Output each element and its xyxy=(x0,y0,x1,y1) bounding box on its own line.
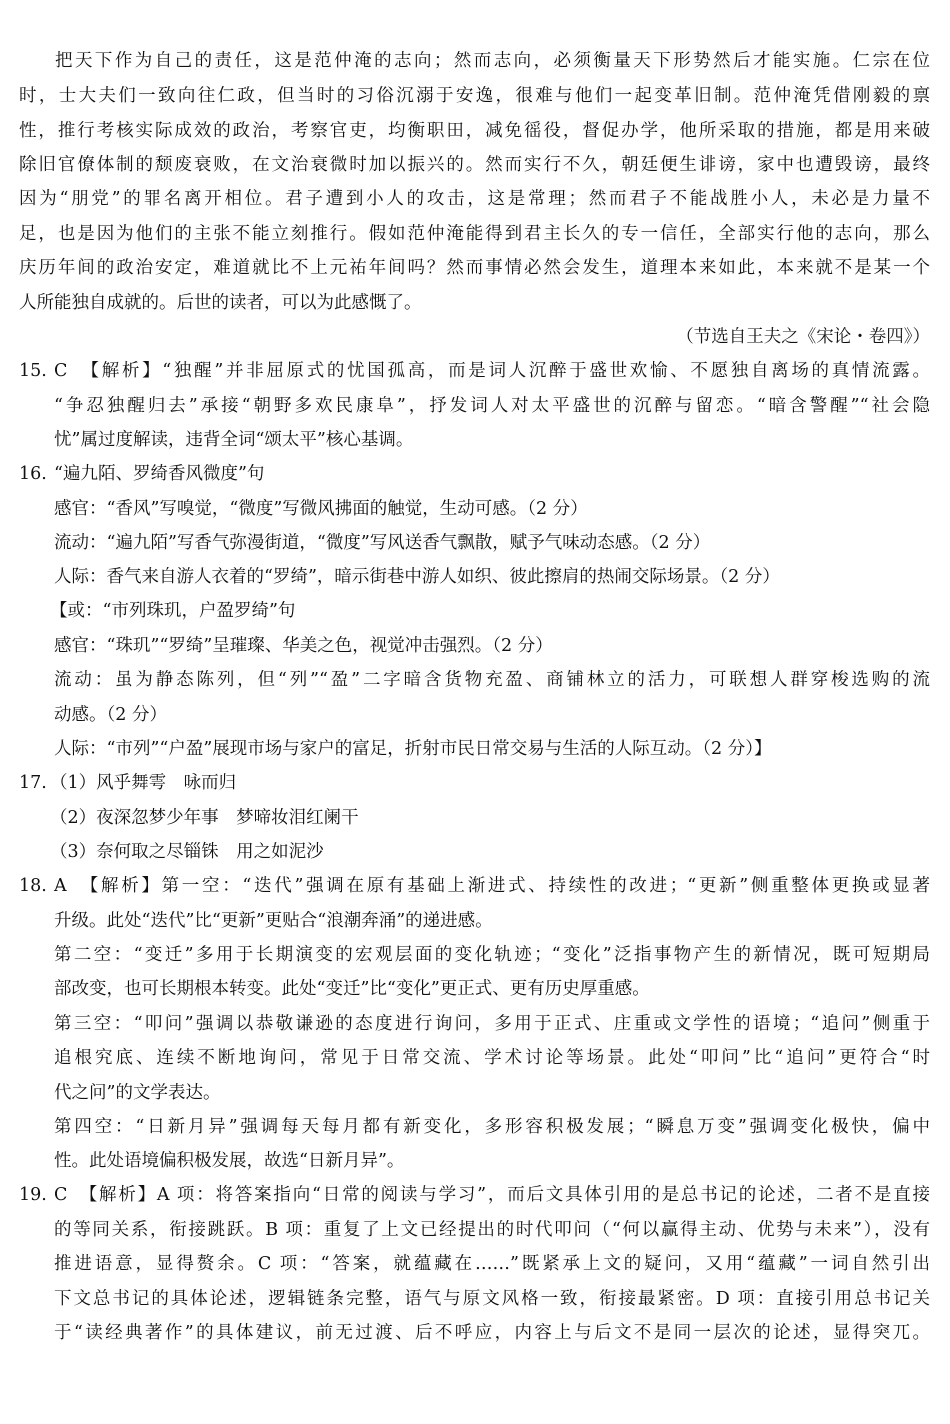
paragraph-line: 除旧官僚体制的颓废衰败，在文治衰微时加以振兴的。然而实行不久，朝廷便生诽谤，家中也遭毁谤，最终 xyxy=(19,155,930,175)
answer-line: 人际：香气来自游人衣着的“罗绮”，暗示街巷中游人如织、彼此擦肩的热闹交际场景。（2 分） xyxy=(54,567,780,587)
answer-line: 于“读经典著作”的具体建议，前无过渡、后不呼应，内容上与后文不是同一层次的论述，显得突兀。 xyxy=(54,1323,930,1343)
answer-line: C 【解析】“独醒”并非屈原式的忧国孤高，而是词人沉醉于盛世欢愉、不愿独自离场的真情流露。 xyxy=(54,361,930,381)
answer-line: （2）夜深忽梦少年事 梦啼妆泪红阑干 xyxy=(50,808,359,828)
answer-line: 的等同关系，衔接跳跃。B 项：重复了上文已经提出的时代叩问（“何以赢得主动、优势与未来”），没有 xyxy=(54,1220,930,1240)
question-number: 16. xyxy=(19,464,47,484)
answer-line: 流动：“遍九陌”写香气弥漫街道，“微度”写风送香气飘散，赋予气味动态感。（2 分） xyxy=(54,533,711,553)
answer-line: （3）奈何取之尽锱铢 用之如泥沙 xyxy=(50,842,324,862)
source-citation: （节选自王夫之《宋论・卷四》） xyxy=(676,327,930,347)
answer-line: （1）风乎舞雩 咏而归 xyxy=(50,773,237,793)
question-number: 19. xyxy=(19,1185,47,1205)
answer-line: 感官：“珠玑”“罗绮”呈璀璨、华美之色，视觉冲击强烈。（2 分） xyxy=(54,636,553,656)
question-number: 18. xyxy=(19,876,47,896)
answer-line: 性。此处语境偏积极发展，故选“日新月异”。 xyxy=(54,1151,405,1171)
answer-heading: “遍九陌、罗绮香风微度”句 xyxy=(54,464,265,484)
paragraph-line: 庆历年间的政治安定，难道就比不上元祐年间吗？然而事情必然会发生，道理本来如此，本来就不是某一个 xyxy=(19,258,930,278)
paragraph-line: 时，士大夫们一致向往仁政，但当时的习俗沉溺于安逸，很难与他们一起变革旧制。范仲淹凭借刚毅的禀 xyxy=(19,86,930,106)
paragraph-line: 性，推行考核实际成效的政治，考察官吏，均衡职田，减免徭役，督促办学，他所采取的措施，都是用来破 xyxy=(19,121,930,141)
answer-line: 感官：“香风”写嗅觉，“微度”写微风拂面的触觉，生动可感。（2 分） xyxy=(54,499,588,519)
answer-line: 代之问”的文学表达。 xyxy=(54,1083,221,1103)
answer-line: “争忍独醒归去”承接“朝野多欢民康阜”，抒发词人对太平盛世的沉醉与留恋。“暗含警醒”“社会隐 xyxy=(54,396,930,416)
paragraph-line: 因为“朋党”的罪名离开相位。君子遭到小人的攻击，这是常理；然而君子不能战胜小人，未必是力量不 xyxy=(19,189,930,209)
answer-line: 第四空：“日新月异”强调每天每月都有新变化，多形容积极发展；“瞬息万变”强调变化极快，偏中 xyxy=(54,1117,930,1137)
answer-line: C 【解析】A 项：将答案指向“日常的阅读与学习”，而后文具体引用的是总书记的论述，二者不是直接 xyxy=(54,1185,930,1205)
question-number: 17. xyxy=(19,773,47,793)
paragraph-line: 人所能独自成就的。后世的读者，可以为此感慨了。 xyxy=(19,293,422,313)
answer-line: 部改变，也可长期根本转变。此处“变迁”比“变化”更正式、更有历史厚重感。 xyxy=(54,979,650,999)
answer-line: 动感。（2 分） xyxy=(54,705,167,725)
answer-line: 下文总书记的具体论述，逻辑链条完整，语气与原文风格一致，衔接最紧密。D 项：直接引用总书记关 xyxy=(54,1289,930,1309)
answer-line: 第二空：“变迁”多用于长期演变的宏观层面的变化轨迹；“变化”泛指事物产生的新情况，既可短期局 xyxy=(54,945,930,965)
answer-line: 忧”属过度解读，违背全词“颂太平”核心基调。 xyxy=(54,430,414,450)
answer-line: A 【解析】第一空：“迭代”强调在原有基础上渐进式、持续性的改进；“更新”侧重整体更换或显著 xyxy=(54,876,930,896)
paragraph-line: 足，也是因为他们的主张不能立刻推行。假如范仲淹能得到君主长久的专一信任，全部实行他的志向，那么 xyxy=(19,224,930,244)
paragraph-line: 把天下作为自己的责任，这是范仲淹的志向；然而志向，必须衡量天下形势然后才能实施。仁宗在位 xyxy=(55,51,930,71)
answer-line: 【或：“市列珠玑，户盈罗绮”句 xyxy=(50,601,296,621)
answer-line: 人际：“市列”“户盈”展现市场与家户的富足，折射市民日常交易与生活的人际互动。（2 分）】 xyxy=(54,739,772,759)
answer-line: 第三空：“叩问”强调以恭敬谦逊的态度进行询问，多用于正式、庄重或文学性的语境；“追问”侧重于 xyxy=(54,1014,930,1034)
answer-line: 追根究底、连续不断地询问，常见于日常交流、学术讨论等场景。此处“叩问”比“追问”更符合“时 xyxy=(54,1048,930,1068)
answer-line: 升级。此处“迭代”比“更新”更贴合“浪潮奔涌”的递进感。 xyxy=(54,911,493,931)
answer-line: 推进语意，显得赘余。C 项：“答案，就蕴藏在……”既紧承上文的疑问，又用“蕴藏”一词自然引出 xyxy=(54,1254,930,1274)
question-number: 15. xyxy=(19,361,47,381)
answer-line: 流动：虽为静态陈列，但“列”“盈”二字暗含货物充盈、商铺林立的活力，可联想人群穿梭选购的流 xyxy=(54,670,930,690)
